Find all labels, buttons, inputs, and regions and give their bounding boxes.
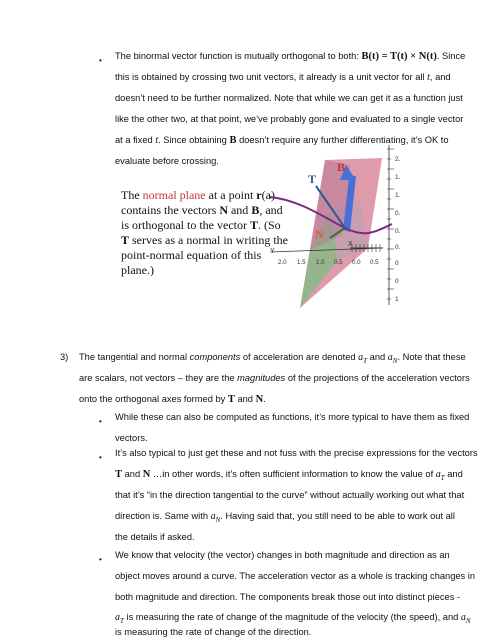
bullet-marker: • bbox=[99, 417, 102, 426]
bullet3-line5: is measuring the rate of change of the direction. bbox=[115, 627, 312, 637]
label-t: T bbox=[308, 172, 317, 186]
bottom-tick-2: 1.5 bbox=[297, 259, 306, 266]
label-y-axis: Y bbox=[270, 248, 275, 255]
bullet3-line3: both magnitude and direction. The components break those out into distinct pieces - bbox=[115, 592, 461, 602]
right-tick-3: 1. bbox=[395, 192, 401, 199]
vertical-axis bbox=[385, 145, 415, 305]
section3-line2: are scalars, not vectors – they are the magnitudes of the projections of the acceleration vectors bbox=[79, 373, 470, 383]
bottom-tick-5: 0.0 bbox=[352, 259, 361, 266]
label-n: N bbox=[315, 227, 324, 241]
bottom-tick-3: 1.0 bbox=[316, 259, 325, 266]
bottom-tick-6: 0.5 bbox=[370, 259, 379, 266]
right-tick-5: 0. bbox=[395, 228, 401, 235]
right-tick-7: 0 bbox=[395, 260, 399, 267]
para1-line4: like the other two, at that point, we’ve probably gone and evaluated to a single vector bbox=[115, 114, 464, 124]
section3-line3: onto the orthogonal axes formed by T and N. bbox=[79, 394, 266, 405]
label-b: B bbox=[337, 160, 346, 174]
label-x-axis: X bbox=[348, 241, 353, 248]
bullet1-line2: vectors. bbox=[115, 433, 148, 443]
bullet2-line3: that it’s “in the direction tangential to the curve” without actually working out what that bbox=[115, 490, 465, 500]
right-tick-2: 1. bbox=[395, 174, 401, 181]
right-tick-4: 0. bbox=[395, 210, 401, 217]
right-tick-8: 0 bbox=[395, 278, 399, 285]
bottom-tick-4: 0.5 bbox=[334, 259, 343, 266]
section3-number: 3) bbox=[60, 352, 69, 362]
para1-line6: evaluate before crossing. bbox=[115, 156, 219, 166]
bullet-marker: • bbox=[99, 453, 102, 462]
bullet-marker: • bbox=[99, 555, 102, 564]
bullet1-line1: While these can also be computed as functions, it’s more typical to have them as fixed bbox=[115, 412, 470, 422]
bullet2-line4: direction is. Same with $a_N$. Having said that, you still need to be able to work out all bbox=[115, 511, 455, 524]
para1-line2: this is obtained by crossing two unit vectors, it already is a unit vector for all t, and bbox=[115, 72, 451, 83]
para1-line3: doesn’t need to be further normalized. Note that while we can get it as a function just bbox=[115, 93, 463, 103]
normal-plane-figure bbox=[270, 140, 395, 310]
section3-line1: The tangential and normal components of acceleration are denoted $a_T$ and $a_N$. Note that these bbox=[79, 352, 466, 365]
figure-caption: The normal plane at a point r(a) contains the vectors N and B, and is orthogonal to the vector T. (So T serves as a normal in writing the point-normal equation of this plane.) bbox=[121, 188, 288, 277]
bullet-marker: • bbox=[99, 56, 102, 65]
bullet3-line4: $a_T$ is measuring the rate of change of the magnitude of the velocity (the speed), and $a_N$ bbox=[115, 612, 471, 625]
bullet3-line2: object moves around a curve. The acceleration vector as a whole is tracking changes in bbox=[115, 571, 476, 581]
bullet2-line1: It’s also typical to just get these and not fuss with the precise expressions for the vectors bbox=[115, 448, 478, 458]
right-tick-1: 2. bbox=[395, 156, 401, 163]
bullet3-line1: We know that velocity (the vector) changes in both magnitude and direction as an bbox=[115, 550, 450, 560]
para1-line5: at a fixed t. Since obtaining B doesn’t require any further differentiating, it’s OK to bbox=[115, 135, 449, 146]
right-tick-9: 1 bbox=[395, 296, 399, 303]
bullet2-line5: the details if asked. bbox=[115, 532, 195, 542]
para1-line1: The binormal vector function is mutually orthogonal to both: B(t) = T(t) × N(t). Since bbox=[115, 51, 466, 62]
bottom-tick-1: 2.0 bbox=[278, 259, 287, 266]
bullet2-line2: T and N …in other words, it’s often sufficient information to know the value of $a_T$ and bbox=[115, 469, 463, 482]
right-tick-6: 0. bbox=[395, 244, 401, 251]
